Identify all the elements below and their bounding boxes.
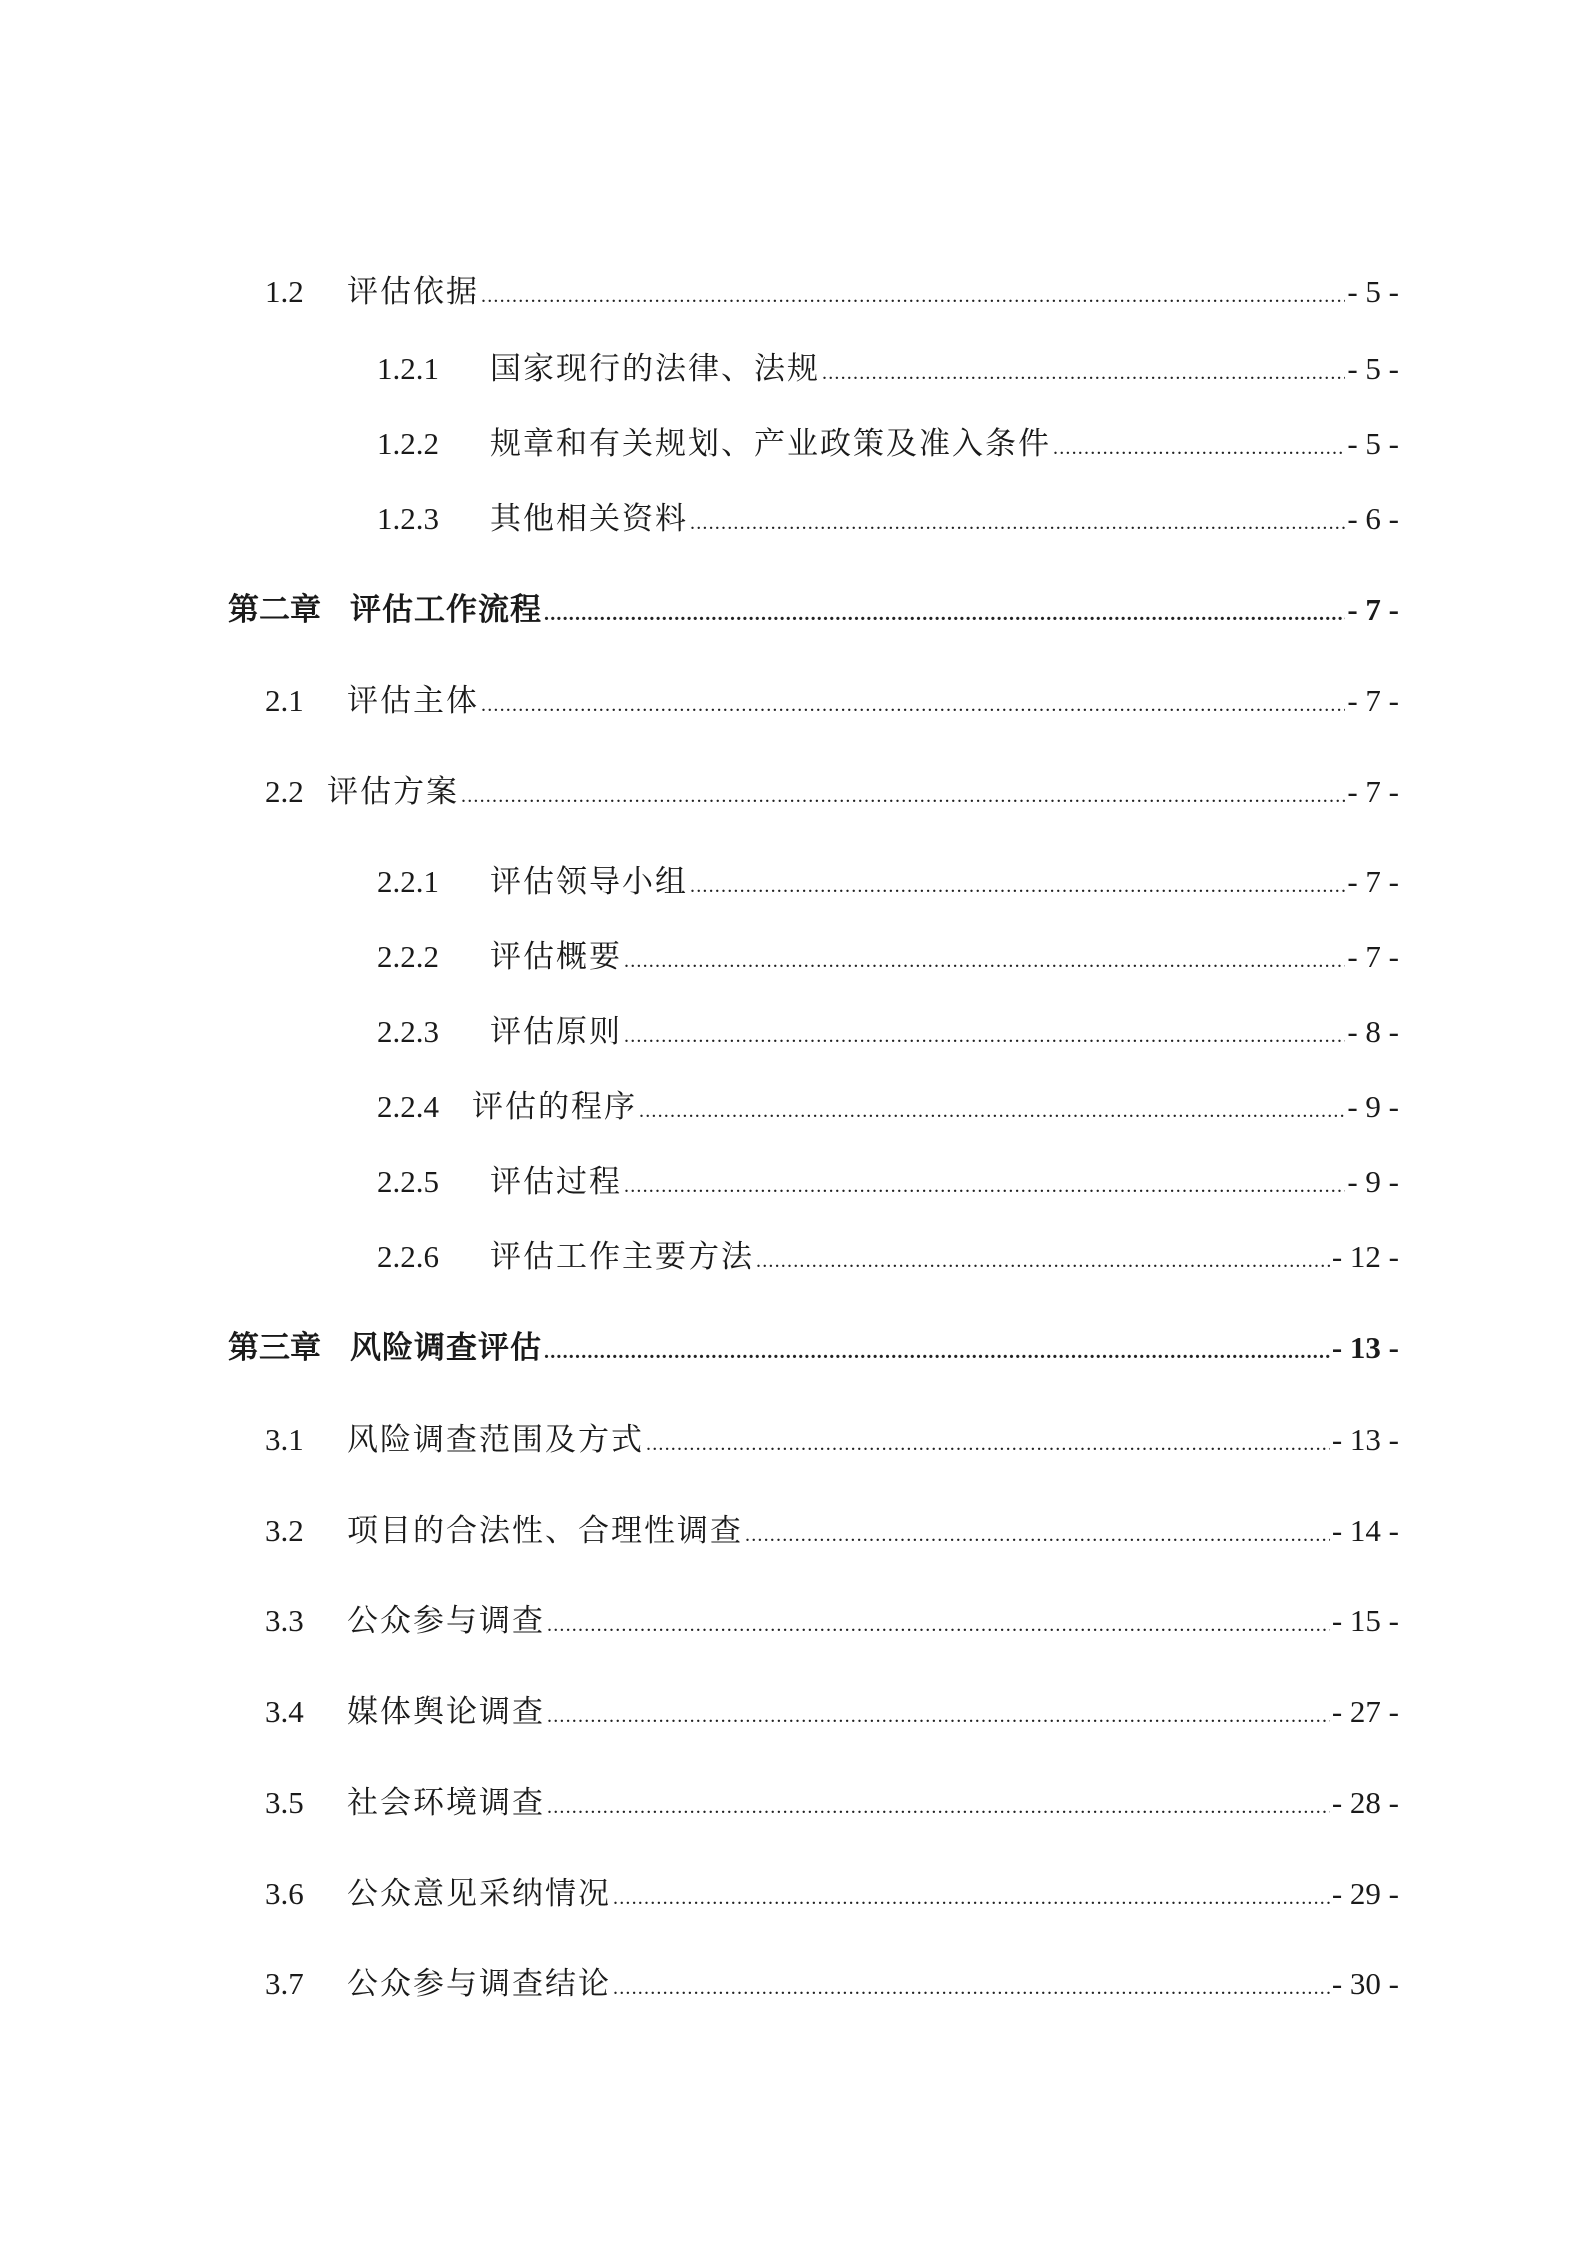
toc-entry-2-2-3[interactable] [0, 1012, 1587, 1064]
toc-entry-1-2-1[interactable] [0, 349, 1587, 401]
toc-title: 评估工作主要方法 [490, 1239, 754, 1275]
toc-title: 公众参与调查结论 [347, 1966, 611, 2002]
toc-title: 评估工作流程 [350, 592, 542, 628]
toc-title: 国家现行的法律、法规 [490, 351, 820, 387]
toc-entry-2-2-4[interactable] [0, 1087, 1587, 1139]
toc-entry-2-2[interactable] [0, 772, 1587, 824]
toc-entry-3-2[interactable] [0, 1511, 1587, 1563]
toc-title: 评估依据 [347, 274, 479, 310]
toc-number: 1.2.1 [377, 351, 439, 386]
dot-leader [544, 594, 1345, 634]
toc-page-number: - 13 - [1331, 1422, 1399, 1457]
toc-title: 评估过程 [490, 1164, 622, 1200]
toc-number: 3.4 [265, 1694, 304, 1729]
toc-page-number: - 7 - [1347, 774, 1399, 809]
toc-title: 评估概要 [490, 939, 622, 975]
toc-number: 1.2.2 [377, 426, 439, 461]
toc-title: 风险调查评估 [350, 1330, 542, 1366]
dot-leader [1053, 428, 1345, 468]
toc-number: 3.1 [265, 1422, 304, 1457]
toc-page-number: - 6 - [1347, 501, 1399, 536]
toc-entry-1-2-2[interactable] [0, 424, 1587, 476]
dot-leader [547, 1787, 1330, 1827]
dot-leader [822, 353, 1345, 393]
toc-page-number: - 5 - [1347, 351, 1399, 386]
toc-entry-3-3[interactable] [0, 1601, 1587, 1653]
toc-page-number: - 28 - [1331, 1785, 1399, 1820]
toc-number: 3.6 [265, 1876, 304, 1911]
toc-entry-1-2-3[interactable] [0, 499, 1587, 551]
toc-page-number: - 5 - [1347, 274, 1399, 309]
toc-number: 3.7 [265, 1966, 304, 2001]
toc-page-number: - 27 - [1331, 1694, 1399, 1729]
toc-title: 其他相关资料 [490, 501, 688, 537]
toc-page-number: - 5 - [1347, 426, 1399, 461]
toc-chapter-number: 第二章 [228, 592, 321, 627]
dot-leader [544, 1332, 1330, 1372]
toc-title: 评估方案 [327, 774, 459, 810]
dot-leader [481, 685, 1345, 725]
toc-number: 2.2.4 [377, 1089, 439, 1124]
dot-leader [547, 1696, 1330, 1736]
toc-number: 1.2.3 [377, 501, 439, 536]
toc-number: 2.1 [265, 683, 304, 718]
toc-entry-chapter-2[interactable] [0, 590, 1587, 642]
toc-entry-3-4[interactable] [0, 1692, 1587, 1744]
dot-leader [613, 1968, 1330, 2008]
toc-title: 公众参与调查 [347, 1603, 545, 1639]
toc-entry-3-1[interactable] [0, 1420, 1587, 1472]
toc-entry-3-6[interactable] [0, 1874, 1587, 1926]
toc-title: 媒体舆论调查 [347, 1694, 545, 1730]
toc-title: 社会环境调查 [347, 1785, 545, 1821]
toc-number: 2.2 [265, 774, 304, 809]
toc-number: 3.5 [265, 1785, 304, 1820]
dot-leader [690, 866, 1345, 906]
dot-leader [613, 1878, 1330, 1918]
toc-title: 评估的程序 [472, 1089, 637, 1125]
dot-leader [461, 776, 1345, 816]
toc-entry-2-2-2[interactable] [0, 937, 1587, 989]
toc-number: 1.2 [265, 274, 304, 309]
toc-number: 2.2.6 [377, 1239, 439, 1274]
toc-number: 3.3 [265, 1603, 304, 1638]
toc-page-number: - 29 - [1331, 1876, 1399, 1911]
dot-leader [624, 1016, 1345, 1056]
toc-page-number: - 12 - [1331, 1239, 1399, 1274]
toc-number: 2.2.5 [377, 1164, 439, 1199]
toc-title: 评估原则 [490, 1014, 622, 1050]
toc-entry-chapter-3[interactable] [0, 1328, 1587, 1380]
dot-leader [646, 1424, 1330, 1464]
dot-leader [624, 941, 1345, 981]
toc-entry-2-1[interactable] [0, 681, 1587, 733]
dot-leader [481, 276, 1345, 316]
toc-title: 风险调查范围及方式 [347, 1422, 644, 1458]
toc-page-number: - 7 - [1347, 592, 1399, 627]
toc-title: 评估主体 [347, 683, 479, 719]
toc-number: 2.2.3 [377, 1014, 439, 1049]
toc-title: 评估领导小组 [490, 864, 688, 900]
toc-page-number: - 7 - [1347, 683, 1399, 718]
toc-page-number: - 15 - [1331, 1603, 1399, 1638]
toc-entry-2-2-1[interactable] [0, 862, 1587, 914]
toc-page-number: - 9 - [1347, 1089, 1399, 1124]
toc-number: 2.2.2 [377, 939, 439, 974]
toc-entry-3-7[interactable] [0, 1964, 1587, 2016]
toc-entry-3-5[interactable] [0, 1783, 1587, 1835]
toc-entry-2-2-6[interactable] [0, 1237, 1587, 1289]
dot-leader [690, 503, 1345, 543]
toc-page-number: - 14 - [1331, 1513, 1399, 1548]
dot-leader [745, 1515, 1330, 1555]
toc-title: 项目的合法性、合理性调查 [347, 1513, 743, 1549]
toc-page-number: - 7 - [1347, 864, 1399, 899]
toc-page-number: - 30 - [1331, 1966, 1399, 2001]
toc-page-number: - 13 - [1331, 1330, 1399, 1365]
toc-page-number: - 8 - [1347, 1014, 1399, 1049]
toc-entry-2-2-5[interactable] [0, 1162, 1587, 1214]
dot-leader [624, 1166, 1345, 1206]
dot-leader [547, 1605, 1330, 1645]
toc-title: 公众意见采纳情况 [347, 1876, 611, 1912]
toc-title: 规章和有关规划、产业政策及准入条件 [490, 426, 1051, 462]
toc-entry-1-2[interactable] [0, 272, 1587, 324]
toc-page-number: - 7 - [1347, 939, 1399, 974]
toc-page-number: - 9 - [1347, 1164, 1399, 1199]
dot-leader [639, 1091, 1345, 1131]
dot-leader [756, 1241, 1330, 1281]
toc-number: 2.2.1 [377, 864, 439, 899]
toc-chapter-number: 第三章 [228, 1330, 321, 1365]
toc-number: 3.2 [265, 1513, 304, 1548]
